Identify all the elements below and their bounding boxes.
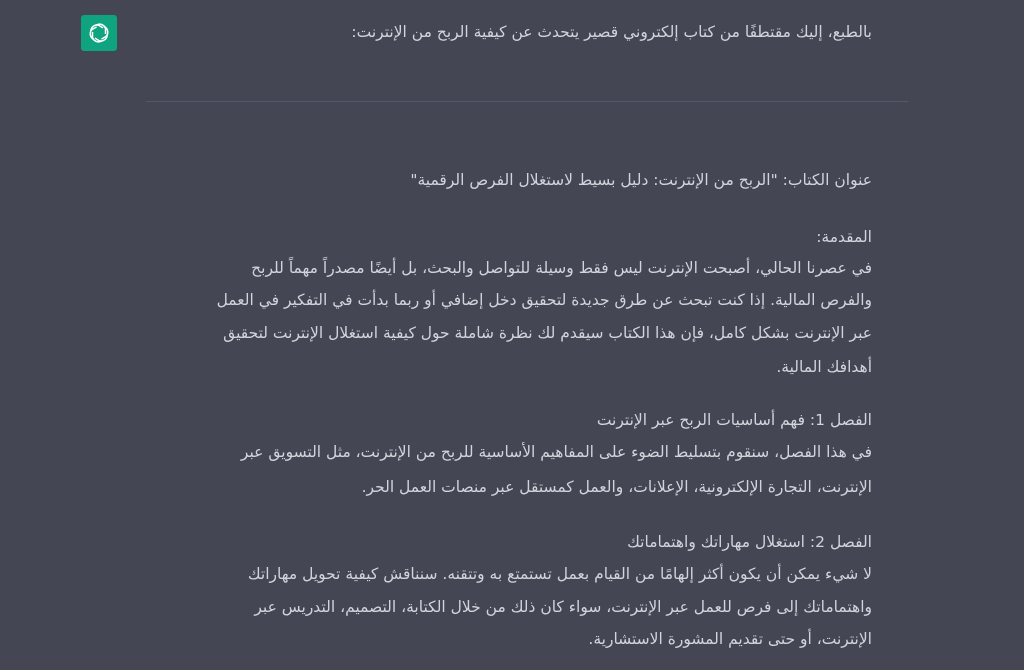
introduction-line: عبر الإنترنت بشكل كامل، فإن هذا الكتاب سيقدم لك نظرة شاملة حول كيفية استغلال الإنترنت لتحقيق bbox=[223, 324, 872, 342]
message-divider bbox=[146, 101, 908, 102]
introduction-line: والفرص المالية. إذا كنت تبحث عن طرق جديدة لتحقيق دخل إضافي أو ربما بدأت في التفكير في العمل bbox=[216, 291, 872, 309]
chapter1-line: في هذا الفصل، سنقوم بتسليط الضوء على المفاهيم الأساسية للربح من الإنترنت، مثل التسويق عبر bbox=[240, 443, 872, 461]
introduction-line: أهدافك المالية. bbox=[776, 358, 872, 376]
book-title: عنوان الكتاب: "الربح من الإنترنت: دليل بسيط لاستغلال الفرص الرقمية" bbox=[410, 171, 872, 189]
openai-logo-icon bbox=[87, 21, 111, 45]
chapter2-line: لا شيء يمكن أن يكون أكثر إلهامًا من القيام بعمل تستمتع به وتتقنه. سنناقش كيفية تحويل مهاراتك bbox=[247, 565, 872, 583]
chapter1-heading: الفصل 1: فهم أساسيات الربح عبر الإنترنت bbox=[596, 411, 872, 429]
chapter1-line: الإنترنت، التجارة الإلكترونية، الإعلانات، والعمل كمستقل عبر منصات العمل الحر. bbox=[361, 478, 872, 496]
assistant-avatar bbox=[81, 15, 117, 51]
chapter2-heading: الفصل 2: استغلال مهاراتك واهتماماتك bbox=[627, 533, 872, 551]
chapter2-line: الإنترنت، أو حتى تقديم المشورة الاستشارية. bbox=[588, 630, 872, 648]
introduction-heading: المقدمة: bbox=[816, 228, 872, 246]
intro-text: بالطبع، إليك مقتطفًا من كتاب إلكتروني قصير يتحدث عن كيفية الربح من الإنترنت: bbox=[351, 23, 872, 41]
introduction-line: في عصرنا الحالي، أصبحت الإنترنت ليس فقط وسيلة للتواصل والبحث، بل أيضًا مصدراً مهماً للربح bbox=[251, 259, 872, 277]
chapter2-line: واهتماماتك إلى فرص للعمل عبر الإنترنت، سواء كان ذلك من خلال الكتابة، التصميم، التدريس عبر bbox=[254, 598, 872, 616]
